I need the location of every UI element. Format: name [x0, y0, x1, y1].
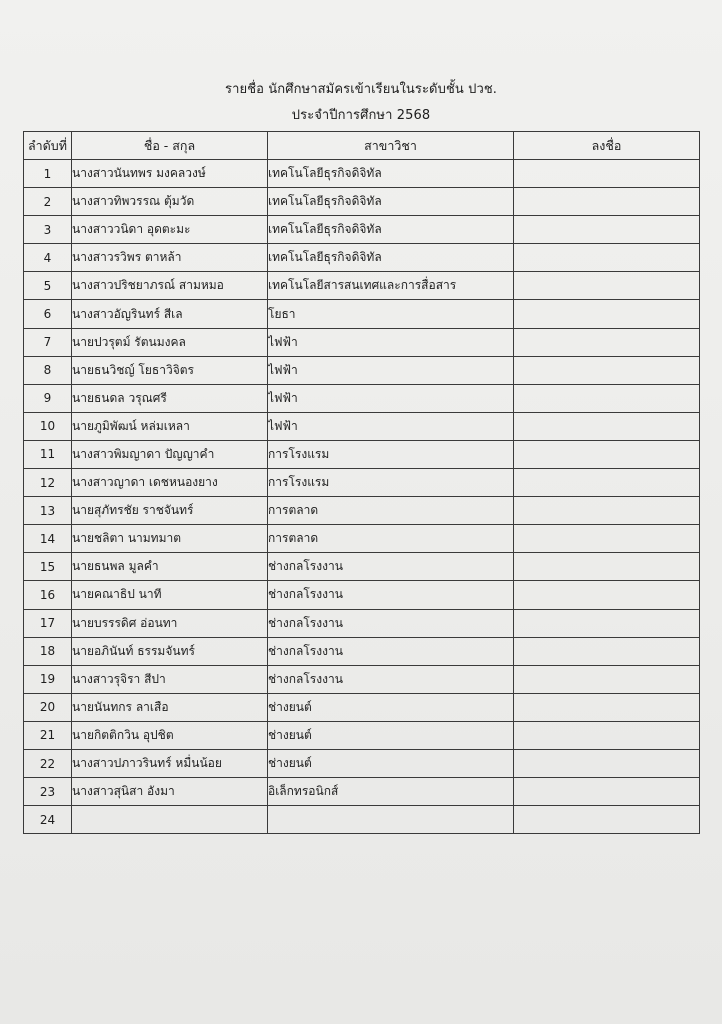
student-name: นางสาวปริชยาภรณ์ สามหมอ [72, 272, 268, 300]
table-row [24, 188, 700, 216]
signature-cell [514, 440, 700, 468]
student-name: นายภูมิพัฒน์ หล่มเหลา [72, 412, 268, 440]
table-row [24, 525, 700, 553]
table-row [24, 749, 700, 777]
column-header-number: ลำดับที่ [24, 132, 72, 160]
row-number: 12 [24, 469, 72, 497]
student-name: นายกิตติกวิน อุปชิต [72, 721, 268, 749]
table-row [24, 160, 700, 188]
table-row [24, 806, 700, 834]
signature-cell [514, 693, 700, 721]
student-name: นางสาวพิมญาดา ปัญญาคำ [72, 440, 268, 468]
row-number: 2 [24, 188, 72, 216]
table-row [24, 440, 700, 468]
signature-cell [514, 778, 700, 806]
column-header-name: ชื่อ - สกุล [72, 132, 268, 160]
row-number: 17 [24, 609, 72, 637]
row-number: 6 [24, 300, 72, 328]
student-name: นางสาวรุจิรา สีปา [72, 665, 268, 693]
major-name: ช่างยนต์ [268, 693, 514, 721]
table-row [24, 244, 700, 272]
row-number: 9 [24, 384, 72, 412]
signature-cell [514, 356, 700, 384]
table-row [24, 469, 700, 497]
major-name: เทคโนโลยีธุรกิจดิจิทัล [268, 216, 514, 244]
student-name [72, 806, 268, 834]
signature-cell [514, 721, 700, 749]
row-number: 11 [24, 440, 72, 468]
major-name: ช่างกลโรงงาน [268, 637, 514, 665]
row-number: 1 [24, 160, 72, 188]
major-name: ช่างกลโรงงาน [268, 665, 514, 693]
table-row [24, 553, 700, 581]
major-name: ช่างยนต์ [268, 749, 514, 777]
major-name: ไฟฟ้า [268, 384, 514, 412]
signature-cell [514, 637, 700, 665]
student-name: นางสาววนิดา อุดตะมะ [72, 216, 268, 244]
student-name: นางสาวนันทพร มงคลวงษ์ [72, 160, 268, 188]
column-header-signature: ลงชื่อ [514, 132, 700, 160]
student-name: นายนันทกร ลาเสือ [72, 693, 268, 721]
row-number: 18 [24, 637, 72, 665]
table-row [24, 665, 700, 693]
student-name: นายปวรุตม์ รัตนมงคล [72, 328, 268, 356]
table-row [24, 300, 700, 328]
major-name: ช่างกลโรงงาน [268, 581, 514, 609]
row-number: 7 [24, 328, 72, 356]
document-subtitle: ประจำปีการศึกษา 2568 [291, 108, 431, 123]
major-name: ช่างยนต์ [268, 721, 514, 749]
row-number: 8 [24, 356, 72, 384]
major-name: เทคโนโลยีธุรกิจดิจิทัล [268, 160, 514, 188]
signature-cell [514, 497, 700, 525]
major-name: ไฟฟ้า [268, 356, 514, 384]
signature-cell [514, 469, 700, 497]
student-name: นายธนพล มูลคำ [72, 553, 268, 581]
student-name: นางสาวรวิพร ตาหล้า [72, 244, 268, 272]
table-row [24, 412, 700, 440]
row-number: 15 [24, 553, 72, 581]
student-name: นายบรรรดิศ อ่อนทา [72, 609, 268, 637]
student-name: นายอภินันท์ ธรรมจันทร์ [72, 637, 268, 665]
student-name: นางสาวสุนิสา อังมา [72, 778, 268, 806]
row-number: 19 [24, 665, 72, 693]
student-name: นายธนวิชญ์ โยธาวิจิตร [72, 356, 268, 384]
signature-cell [514, 412, 700, 440]
student-name: นายคณาธิป นาที [72, 581, 268, 609]
student-name: นางสาวปภาวรินทร์ หมื่นน้อย [72, 749, 268, 777]
major-name: การตลาด [268, 497, 514, 525]
row-number: 4 [24, 244, 72, 272]
major-name: เทคโนโลยีสารสนเทศและการสื่อสาร [268, 272, 514, 300]
document-title: รายชื่อ นักศึกษาสมัครเข้าเรียนในระดับชั้น ปวช. [225, 82, 497, 97]
table-row [24, 384, 700, 412]
row-number: 16 [24, 581, 72, 609]
table-body [24, 160, 700, 834]
signature-cell [514, 160, 700, 188]
table-row [24, 581, 700, 609]
student-name: นางสาวญาดา เดชหนองยาง [72, 469, 268, 497]
row-number: 5 [24, 272, 72, 300]
major-name: ไฟฟ้า [268, 328, 514, 356]
row-number: 13 [24, 497, 72, 525]
major-name: การตลาด [268, 525, 514, 553]
student-name: นายสุภัทรชัย ราชจันทร์ [72, 497, 268, 525]
signature-cell [514, 609, 700, 637]
signature-cell [514, 216, 700, 244]
signature-cell [514, 525, 700, 553]
signature-cell [514, 300, 700, 328]
table-row [24, 216, 700, 244]
row-number: 21 [24, 721, 72, 749]
row-number: 20 [24, 693, 72, 721]
signature-cell [514, 384, 700, 412]
signature-cell [514, 665, 700, 693]
signature-cell [514, 553, 700, 581]
major-name [268, 806, 514, 834]
major-name: เทคโนโลยีธุรกิจดิจิทัล [268, 188, 514, 216]
signature-cell [514, 244, 700, 272]
student-name: นายชลิตา นามทมาต [72, 525, 268, 553]
student-name: นางสาวทิพวรรณ ตุ้มวัด [72, 188, 268, 216]
table-row [24, 778, 700, 806]
row-number: 24 [24, 806, 72, 834]
student-name: นายธนดล วรุณศรี [72, 384, 268, 412]
table-row [24, 272, 700, 300]
table-row [24, 721, 700, 749]
major-name: ช่างกลโรงงาน [268, 553, 514, 581]
student-roster-table [23, 131, 700, 834]
signature-cell [514, 188, 700, 216]
row-number: 3 [24, 216, 72, 244]
signature-cell [514, 806, 700, 834]
student-name: นางสาวอัญรินทร์ สีเล [72, 300, 268, 328]
table-row [24, 693, 700, 721]
signature-cell [514, 272, 700, 300]
major-name: อิเล็กทรอนิกส์ [268, 778, 514, 806]
row-number: 14 [24, 525, 72, 553]
row-number: 23 [24, 778, 72, 806]
table-header-row [24, 132, 700, 160]
column-header-major: สาขาวิชา [268, 132, 514, 160]
row-number: 22 [24, 749, 72, 777]
signature-cell [514, 581, 700, 609]
major-name: การโรงแรม [268, 469, 514, 497]
table-row [24, 637, 700, 665]
major-name: การโรงแรม [268, 440, 514, 468]
table-row [24, 328, 700, 356]
table-row [24, 356, 700, 384]
table-row [24, 609, 700, 637]
row-number: 10 [24, 412, 72, 440]
signature-cell [514, 328, 700, 356]
table-row [24, 497, 700, 525]
major-name: ช่างกลโรงงาน [268, 609, 514, 637]
major-name: เทคโนโลยีธุรกิจดิจิทัล [268, 244, 514, 272]
major-name: ไฟฟ้า [268, 412, 514, 440]
signature-cell [514, 749, 700, 777]
major-name: โยธา [268, 300, 514, 328]
